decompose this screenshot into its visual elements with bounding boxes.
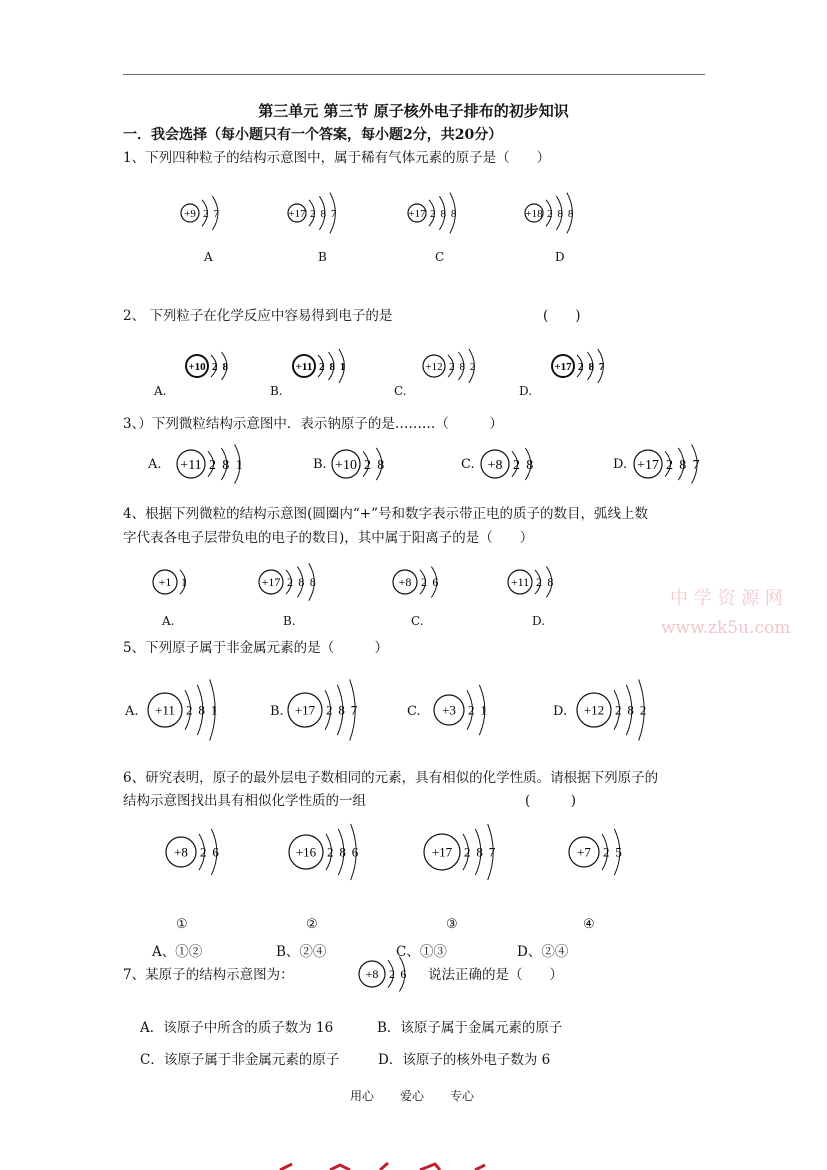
shell-electron-count: 2 (203, 207, 209, 220)
shell-electron-count: 2 (464, 844, 471, 860)
atom-diagram (286, 810, 376, 894)
shell-electron-count: 2 (319, 360, 325, 373)
shell-electron-count: 8 (588, 360, 594, 373)
shell-electron-count: 7 (350, 702, 358, 718)
shell-electron-count: 2 (468, 702, 475, 718)
option-label: D. (553, 704, 568, 719)
diagram-number: ③ (446, 917, 458, 932)
option-label: C. (461, 457, 475, 472)
nucleus-charge: +10 (335, 457, 357, 473)
atom-diagram (290, 338, 360, 394)
shell-electron-count: 7 (213, 207, 219, 220)
shell-electron-count: 8 (627, 702, 634, 718)
option-a: A．该原子中所含的质子数为 16 (140, 1020, 334, 1036)
nucleus-charge: +17 (431, 844, 453, 860)
shell-electron-count: 2 (536, 575, 542, 590)
shell-electron-count: 8 (377, 457, 385, 473)
option-label: D. (519, 384, 533, 398)
footer-text: 用心 (350, 1089, 375, 1103)
shell-electron-count: 8 (320, 207, 326, 220)
atom-diagram (574, 668, 664, 752)
atom-diagram (356, 946, 420, 1002)
nucleus-charge: +18 (525, 207, 543, 220)
shell-electron-count: 8 (440, 207, 446, 220)
shell-electron-count: 2 (364, 457, 371, 473)
shell-electron-count: 7 (330, 207, 337, 220)
shell-electron-count: 8 (557, 207, 563, 220)
shell-electron-count: 2 (430, 207, 436, 220)
nucleus-charge: +17 (554, 360, 572, 373)
shell-electron-count: 2 (578, 360, 584, 373)
shell-electron-count: 2 (212, 360, 218, 373)
option-label: B. (283, 614, 296, 628)
shell-electron-count: 2 (389, 967, 395, 982)
watermark-url: www.zk5u.com (661, 618, 791, 638)
shell-electron-count: 2 (200, 844, 207, 860)
shell-electron-count: 2 (513, 457, 520, 473)
atom-diagram (163, 810, 243, 894)
question-7: 7、某原子的结构示意图为： (123, 967, 294, 983)
shell-electron-count: 1 (339, 360, 346, 373)
option-label: A. (125, 704, 139, 719)
shell-electron-count: 8 (459, 360, 465, 373)
atom-diagram (505, 552, 575, 612)
nucleus-charge: +8 (365, 967, 379, 982)
option-label: D. (613, 457, 628, 472)
shell-electron-count: 8 (309, 575, 316, 590)
shell-electron-count: 8 (679, 457, 687, 473)
diagram-number: ① (176, 917, 188, 932)
shell-electron-count: 1 (210, 702, 218, 718)
atom-diagram (178, 178, 248, 248)
atom-diagram (522, 178, 592, 248)
question-2: 2、 下列粒子在化学反应中容易得到电子的是 (123, 308, 393, 324)
nucleus-charge: +17 (288, 207, 306, 220)
watermark-text: 中 学 资 源 网 (670, 588, 783, 609)
option-b: B、②④ (276, 944, 327, 960)
option-label: C. (394, 384, 407, 398)
question-3: 3、）下列微粒结构示意图中．表示钠原子的是………（ ） (123, 416, 503, 432)
shell-electron-count: 2 (603, 844, 610, 860)
shell-electron-count: 6 (212, 844, 219, 860)
diagram-number: ④ (583, 917, 595, 932)
shell-electron-count: 2 (666, 457, 673, 473)
option-label: A. (162, 614, 175, 628)
atom-diagram (390, 552, 460, 612)
shell-electron-count: 2 (639, 702, 647, 718)
question-6-line1: 6、研究表明，原子的最外层电子数相同的元素，具有相似的化学性质。请根据下列原子的 (123, 770, 659, 786)
atom-diagram (631, 436, 701, 492)
header-rule (123, 74, 705, 75)
nucleus-charge: +10 (188, 360, 206, 373)
question-7-tail: 说法正确的是（ ） (428, 967, 563, 983)
option-c: C、①③ (396, 944, 447, 960)
option-b: B．该原子属于金属元素的原子 (377, 1020, 563, 1036)
shell-electron-count: 2 (421, 575, 427, 590)
shell-electron-count: 1 (235, 457, 243, 473)
atom-diagram (256, 552, 326, 612)
atom-diagram (285, 668, 375, 752)
nucleus-charge: +8 (174, 844, 188, 860)
question-1: 1、下列四种粒子的结构示意图中，属于稀有气体元素的原子是（ ） (123, 150, 551, 166)
shell-electron-count: 8 (339, 844, 346, 860)
atom-diagram (549, 338, 619, 394)
nucleus-charge: +8 (487, 457, 503, 473)
shell-electron-count: 1 (480, 702, 487, 718)
shell-electron-count: 2 (327, 844, 334, 860)
nucleus-charge: +11 (155, 702, 175, 718)
atom-diagram (145, 668, 235, 752)
atom-diagram (566, 810, 646, 894)
shell-electron-count: 6 (351, 844, 359, 860)
shell-electron-count: 2 (469, 360, 476, 373)
nucleus-charge: +12 (583, 702, 605, 718)
shell-electron-count: 7 (488, 844, 496, 860)
option-label: C (435, 250, 445, 264)
nucleus-charge: +7 (577, 844, 591, 860)
nucleus-charge: +16 (295, 844, 317, 860)
nucleus-charge: +1 (158, 575, 172, 590)
shell-electron-count: 6 (432, 575, 439, 590)
shell-electron-count: 2 (449, 360, 455, 373)
option-label: A. (154, 384, 167, 398)
page-title: 第三单元 第三节 原子核外电子排布的初步知识 (258, 102, 569, 120)
shell-electron-count: 8 (198, 702, 205, 718)
nucleus-charge: +8 (398, 575, 412, 590)
option-label: C. (407, 704, 421, 719)
shell-electron-count: 8 (338, 702, 345, 718)
footer-text: 专心 (450, 1089, 475, 1103)
shell-electron-count: 2 (209, 457, 216, 473)
nucleus-charge: +11 (510, 575, 530, 590)
shell-electron-count: 7 (692, 457, 700, 473)
nucleus-charge: +3 (442, 702, 456, 718)
atom-diagram (329, 436, 399, 492)
shell-electron-count: 2 (547, 207, 553, 220)
atom-diagram (405, 178, 475, 248)
option-label: D (555, 250, 565, 264)
atom-diagram (431, 668, 521, 752)
option-d: D、②④ (517, 944, 569, 960)
shell-electron-count: 8 (547, 575, 554, 590)
atom-diagram (150, 552, 220, 612)
option-d: D．该原子的核外电子数为 6 (378, 1052, 551, 1068)
option-a: A、①② (152, 944, 203, 960)
option-label: D. (532, 614, 546, 628)
atom-diagram (420, 338, 490, 394)
shell-electron-count: 8 (298, 575, 305, 590)
shell-electron-count: 1 (181, 575, 187, 590)
shell-electron-count: 8 (476, 844, 483, 860)
option-label: B. (270, 384, 283, 398)
atom-diagram (285, 178, 355, 248)
nucleus-charge: +9 (184, 207, 196, 220)
answer-paren: ( ) (525, 793, 577, 809)
shell-electron-count: 2 (326, 702, 333, 718)
shell-electron-count: 7 (598, 360, 605, 373)
answer-paren: ( ) (543, 308, 581, 324)
option-label: B (318, 250, 327, 264)
option-c: C．该原子属于非金属元素的原子 (140, 1052, 340, 1068)
section-heading: 一．我会选择（每小题只有一个答案，每小题2分，共20分） (123, 127, 503, 143)
shell-electron-count: 2 (186, 702, 193, 718)
nucleus-charge: +12 (425, 360, 443, 373)
option-label: C. (411, 614, 424, 628)
nucleus-charge: +11 (180, 457, 202, 473)
question-4-line2: 字代表各电子层带负电的电子的数目)，其中属于阳离子的是（ ） (123, 530, 534, 546)
shell-electron-count: 6 (400, 967, 407, 982)
question-4-line1: 4、根据下列微粒的结构示意图(圆圈内“+”号和数字表示带正电的质子的数目，弧线上数 (123, 506, 648, 522)
nucleus-charge: +11 (295, 360, 313, 373)
atom-diagram (478, 436, 548, 492)
shell-electron-count: 8 (526, 457, 534, 473)
option-label: B. (313, 457, 327, 472)
shell-electron-count: 5 (615, 844, 622, 860)
nucleus-charge: +17 (261, 575, 281, 590)
shell-electron-count: 2 (615, 702, 622, 718)
option-label: A (204, 250, 213, 264)
nucleus-charge: +17 (408, 207, 426, 220)
diagram-number: ② (306, 917, 318, 932)
decorative-red-marks (270, 1160, 510, 1170)
shell-electron-count: 2 (287, 575, 293, 590)
option-label: B. (270, 704, 284, 719)
shell-electron-count: 8 (222, 360, 228, 373)
shell-electron-count: 8 (222, 457, 230, 473)
option-label: A. (148, 457, 162, 472)
shell-electron-count: 8 (450, 207, 457, 220)
footer-text: 爱心 (400, 1089, 425, 1103)
nucleus-charge: +17 (294, 702, 316, 718)
nucleus-charge: +17 (637, 457, 659, 473)
question-5: 5、下列原子属于非金属元素的是（ ） (123, 640, 389, 656)
atom-diagram (183, 338, 253, 394)
atom-diagram (421, 810, 511, 894)
shell-electron-count: 8 (329, 360, 335, 373)
shell-electron-count: 2 (310, 207, 316, 220)
question-6-line2: 结构示意图找出具有相似化学性质的一组 (123, 793, 366, 809)
atom-diagram (174, 436, 244, 492)
shell-electron-count: 8 (567, 207, 574, 220)
